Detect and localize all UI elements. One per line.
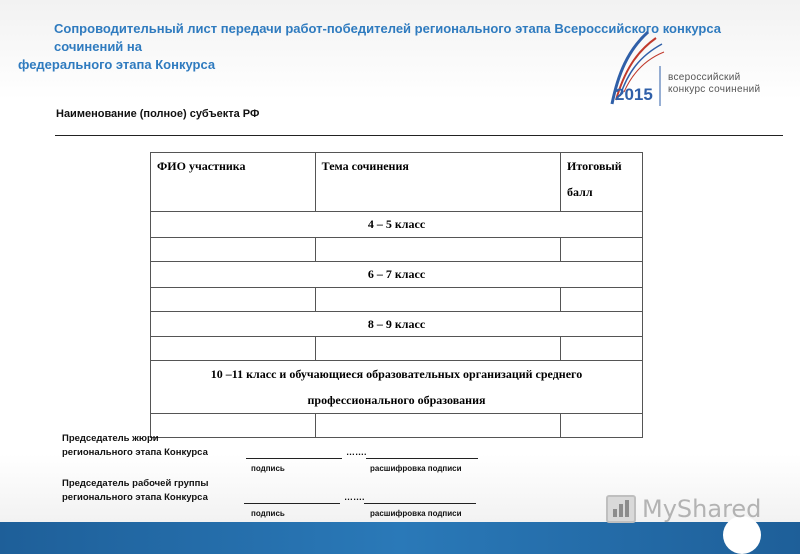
cell [315, 288, 560, 312]
jury-dots: ……. [346, 447, 367, 457]
cell [561, 238, 643, 262]
group-label-long [151, 361, 643, 414]
cell [151, 288, 316, 312]
subject-label: Наименование (полное) субъекта РФ [56, 108, 260, 120]
header-topic: Тема сочинения [315, 153, 560, 212]
logo-text-line-2: конкурс сочинений [668, 84, 761, 95]
logo-text [668, 72, 760, 96]
group-label: 6 – 7 класс [151, 262, 643, 288]
header-score [561, 153, 643, 212]
group-row [151, 212, 643, 238]
title-line-1: Сопроводительный лист передачи работ-победителей регионального этапа Всероссийского конкурса сочинений на [54, 21, 721, 54]
table-header-row [151, 153, 643, 212]
group-row [151, 262, 643, 288]
group-chair-label [62, 477, 208, 505]
group-dots: ……. [344, 492, 365, 502]
bottom-bar [0, 522, 800, 554]
cell [561, 337, 643, 361]
jury-caption-decode: расшифровка подписи [370, 464, 462, 473]
group-label: 8 – 9 класс [151, 312, 643, 337]
presentation-icon [606, 495, 636, 523]
title-line-2: федерального этапа Конкурса [18, 57, 216, 72]
table-row [151, 238, 643, 262]
group-caption-decode: расшифровка подписи [370, 509, 462, 518]
table-row [151, 414, 643, 438]
cell [151, 238, 316, 262]
group-chair-line-2: регионального этапа Конкурса [62, 492, 208, 503]
header-score-line-2: балл [567, 185, 593, 199]
watermark-text: MyShared [642, 495, 762, 523]
group-signature-line [244, 503, 340, 504]
cell [561, 414, 643, 438]
group-label-line-2: профессионального образования [307, 393, 486, 407]
jury-chair-label [62, 432, 208, 460]
jury-line-1: Председатель жюри [62, 433, 159, 444]
group-decode-line [364, 503, 476, 504]
cell [561, 288, 643, 312]
table-row [151, 288, 643, 312]
group-label-line-1: 10 –11 класс и обучающиеся образовательных организаций среднего [210, 367, 583, 381]
group-chair-line-1: Председатель рабочей группы [62, 478, 209, 489]
group-caption-sign: подпись [251, 509, 285, 518]
cell [315, 414, 560, 438]
group-label: 4 – 5 класс [151, 212, 643, 238]
jury-line-2: регионального этапа Конкурса [62, 447, 208, 458]
jury-decode-line [366, 458, 478, 459]
table-row [151, 337, 643, 361]
subject-underline [55, 135, 783, 136]
watermark [606, 492, 761, 526]
jury-signature-line [246, 458, 342, 459]
header-score-line-1: Итоговый [567, 159, 622, 173]
cell [151, 337, 316, 361]
cell [315, 337, 560, 361]
header-fio: ФИО участника [151, 153, 316, 212]
group-row [151, 361, 643, 414]
logo-year: 2015 [615, 85, 653, 104]
contest-logo [598, 26, 778, 116]
group-row [151, 312, 643, 337]
jury-caption-sign: подпись [251, 464, 285, 473]
cell [315, 238, 560, 262]
winners-table [150, 152, 643, 438]
logo-text-line-1: всероссийский [668, 72, 741, 83]
